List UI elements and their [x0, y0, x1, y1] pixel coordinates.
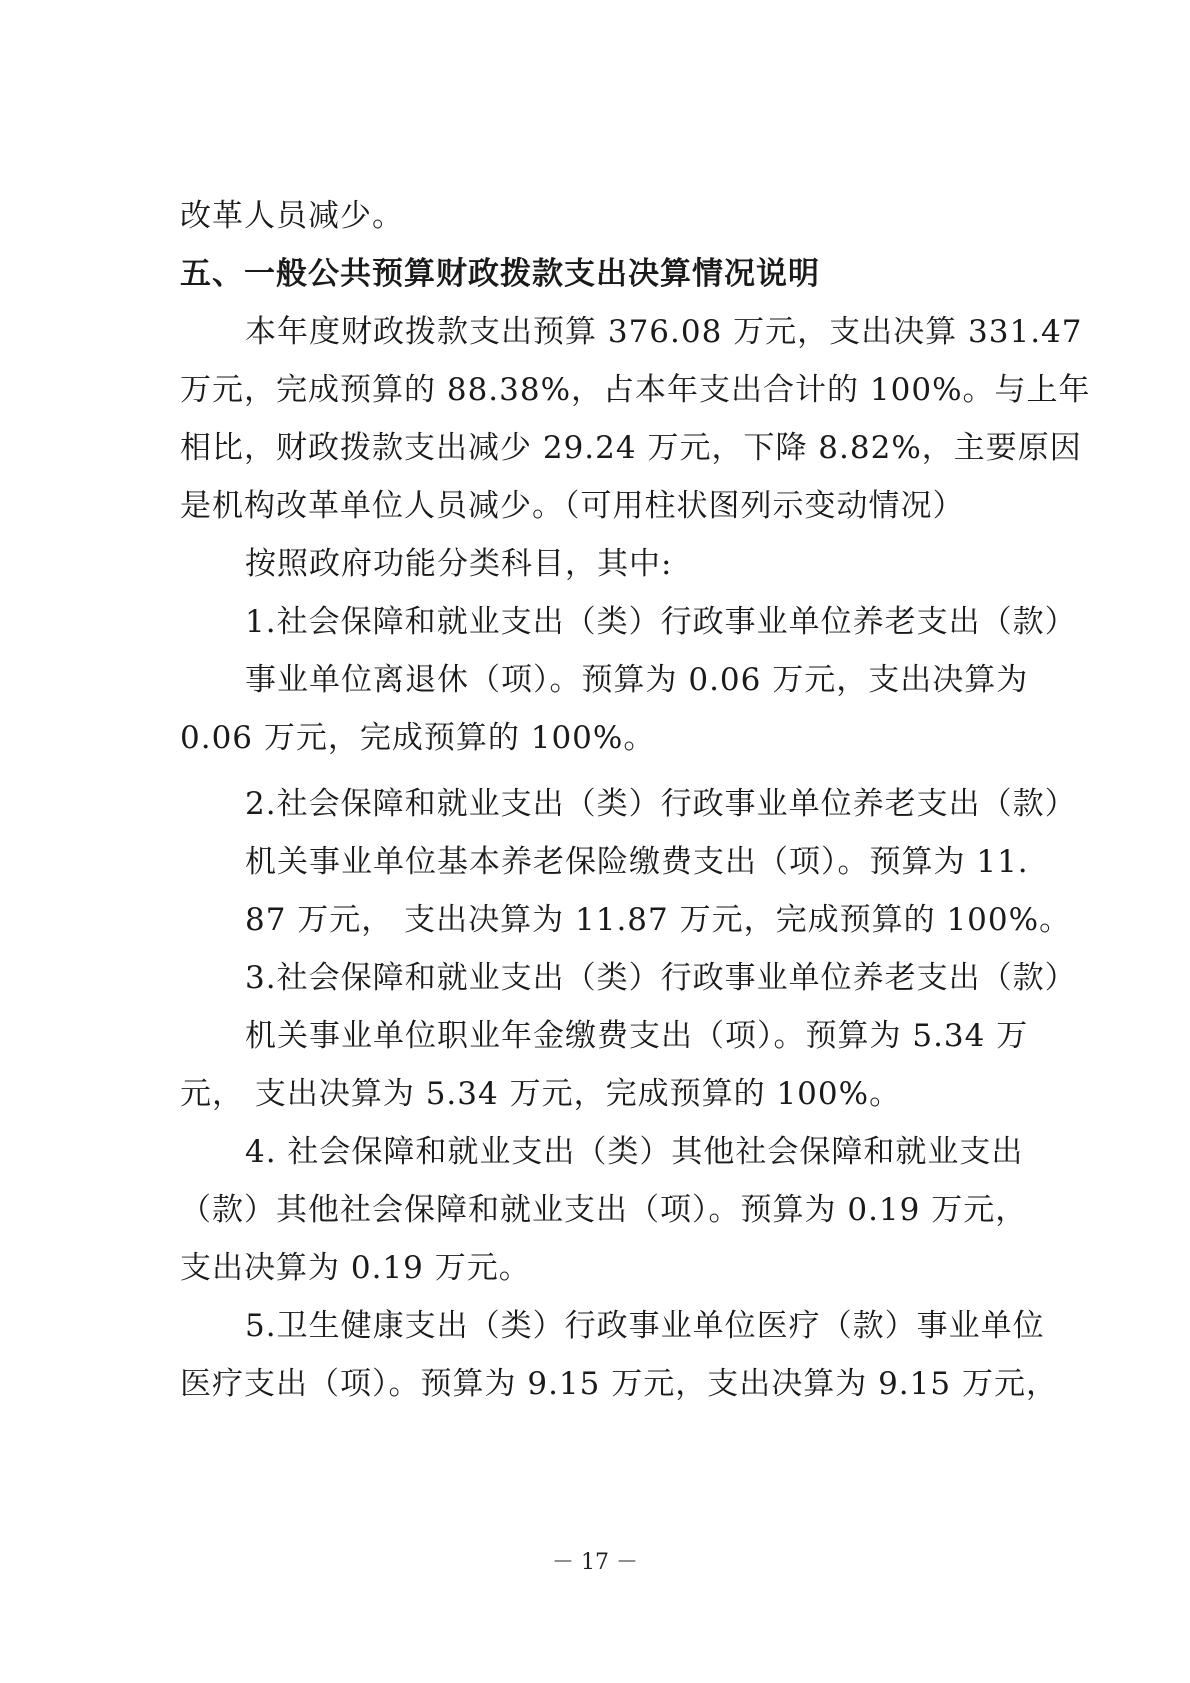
item-3-line-1: 3.社会保障和就业支出（类）行政事业单位养老支出（款）	[245, 960, 1077, 996]
body-line-5: 相比，财政拨款支出减少 29.24 万元，下降 8.82%，主要原因	[180, 430, 1082, 466]
item-3-line-2: 机关事业单位职业年金缴费支出（项）。预算为 5.34 万	[245, 1018, 1029, 1054]
item-2-line-1: 2.社会保障和就业支出（类）行政事业单位养老支出（款）	[245, 786, 1077, 822]
body-line-6: 是机构改革单位人员减少。（可用柱状图列示变动情况）	[180, 488, 965, 524]
body-line-4: 万元，完成预算的 88.38%，占本年支出合计的 100%。与上年	[180, 372, 1091, 408]
body-line-1: 改革人员减少。	[180, 198, 404, 234]
body-line-7: 按照政府功能分类科目，其中:	[245, 546, 673, 582]
item-1-line-2: 事业单位离退休（项）。预算为 0.06 万元，支出决算为	[245, 662, 1029, 698]
item-3-line-3: 元， 支出决算为 5.34 万元，完成预算的 100%。	[180, 1076, 902, 1112]
page-number: － 17 －	[552, 1550, 638, 1575]
item-1-line-1: 1.社会保障和就业支出（类）行政事业单位养老支出（款）	[245, 604, 1077, 640]
section-heading: 五、一般公共预算财政拨款支出决算情况说明	[180, 256, 820, 292]
item-4-line-2: （款）其他社会保障和就业支出（项）。预算为 0.19 万元，	[180, 1192, 1028, 1228]
item-5-line-2: 医疗支出（项）。预算为 9.15 万元，支出决算为 9.15 万元，	[180, 1366, 1058, 1402]
item-2-line-2: 机关事业单位基本养老保险缴费支出（项）。预算为 11.	[245, 844, 1029, 880]
item-1-line-3: 0.06 万元，完成预算的 100%。	[180, 720, 656, 756]
item-5-line-1: 5.卫生健康支出（类）行政事业单位医疗（款）事业单位	[245, 1308, 1045, 1344]
item-4-line-1: 4. 社会保障和就业支出（类）其他社会保障和就业支出	[245, 1134, 1024, 1170]
body-line-3: 本年度财政拨款支出预算 376.08 万元，支出决算 331.47	[245, 314, 1083, 350]
item-4-line-3: 支出决算为 0.19 万元。	[180, 1250, 531, 1286]
item-2-line-3: 87 万元， 支出决算为 11.87 万元，完成预算的 100%。	[245, 902, 1072, 938]
